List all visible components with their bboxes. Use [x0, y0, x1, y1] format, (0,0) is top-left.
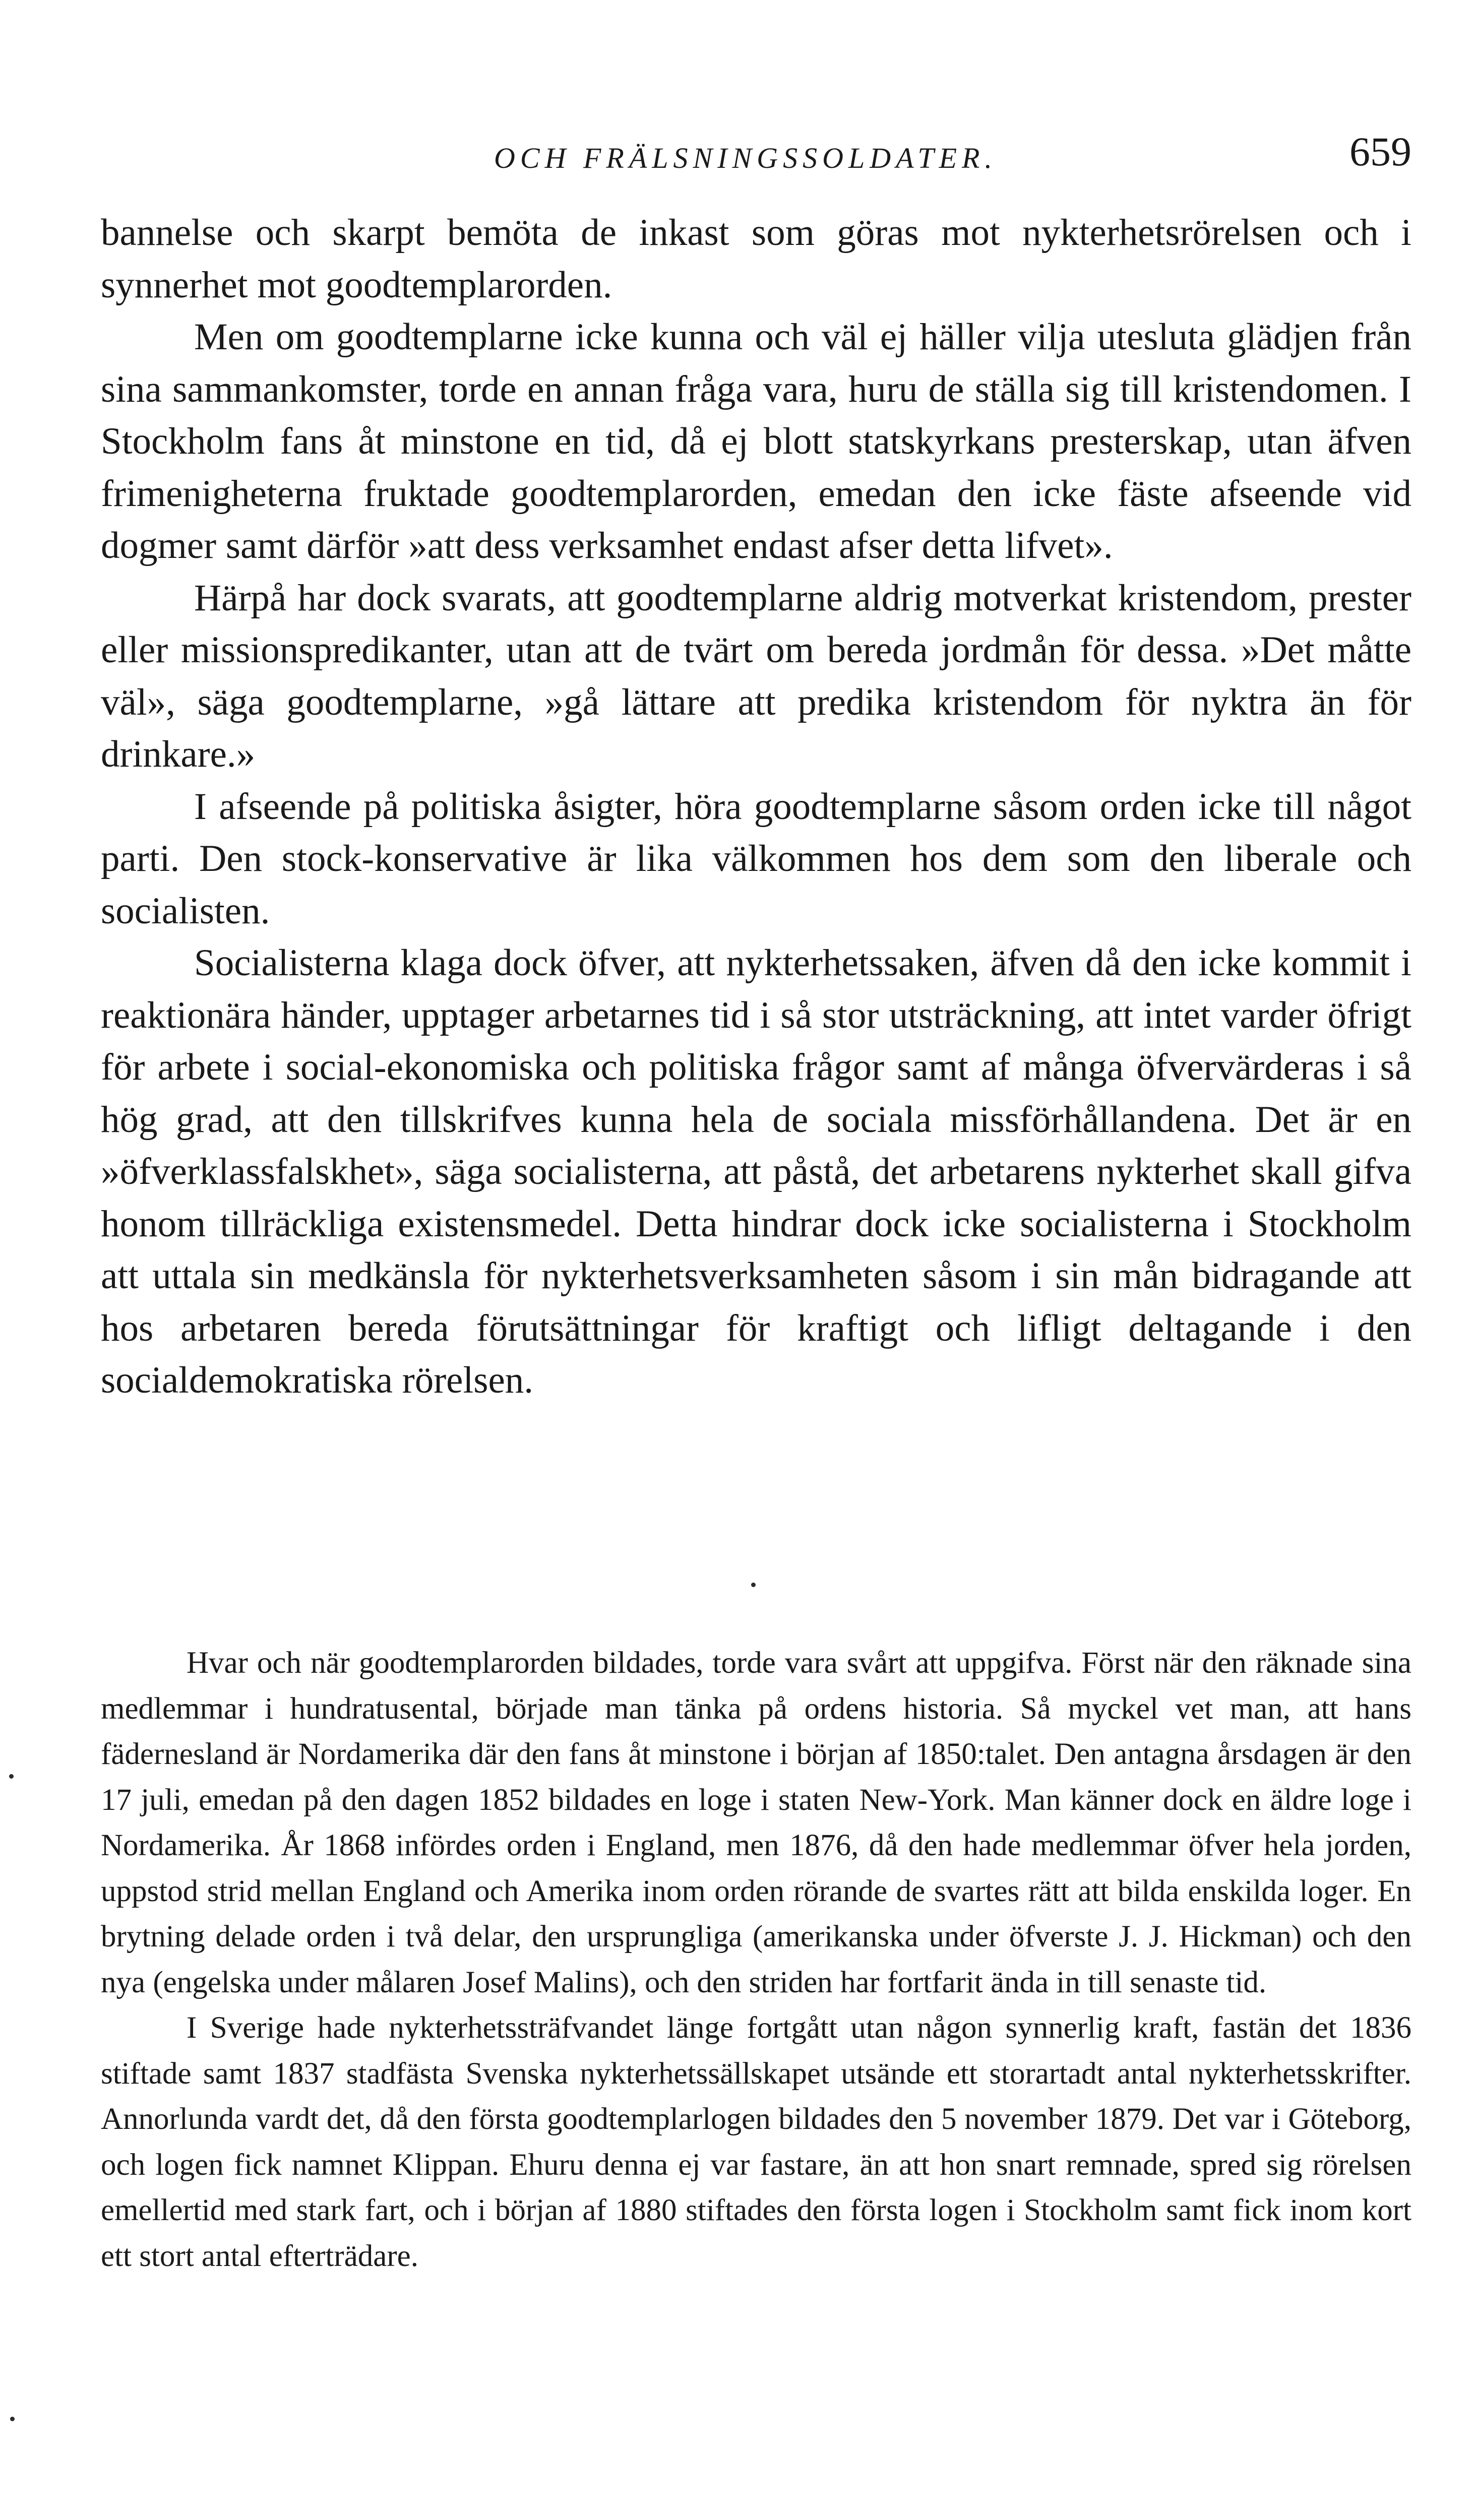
main-text [101, 207, 1411, 1407]
body-paragraph-3: Härpå har dock svarats, att goodtemplarne aldrig motverkat kristendom, prester eller missionspredikanter, utan att de tvärt om bereda jordmån för dessa. »Det måtte väl», säga goodtemplarne, »gå lättare att predika kristendom för nyktra än för drinkare.» [101, 577, 1411, 775]
print-speck [751, 1583, 756, 1587]
body-paragraph-5: Socialisterna klaga dock öfver, att nykterhetssaken, äfven då den icke kommit i reaktionära händer, upptager arbetarnes tid i så stor utsträckning, att intet varder öfrigt för arbete i social-ekonomiska och politiska frågor samt af många öfvervärderas i så hög grad, att den tillskrifves kunna hela de sociala missförhållandena. Det är en »öfverklassfalskhet», säga socialisterna, att påstå, det arbetarens nykterhet skall gifva honom tillräckliga existensmedel. Detta hindrar dock icke socialisterna i Stockholm att uttala sin medkänsla för nykterhetsverksamheten såsom i sin mån bidragande att hos arbetaren bereda förutsättningar för kraftigt och lifligt deltagande i den socialdemokratiska rörelsen. [101, 942, 1411, 1401]
body-paragraph-4: I afseende på politiska åsigter, höra goodtemplarne såsom orden icke till något parti. Den stock-konservative är lika välkommen hos dem som den liberale och socialisten. [101, 785, 1411, 932]
page-number: 659 [1349, 129, 1411, 174]
footnote-paragraph-2: I Sverige hade nykterhetssträfvandet länge fortgått utan någon synnerlig kraft, fastän det 1836 stiftade samt 1837 stadfästa Svenska nykterhetssällskapet utsände ett storartadt antal nykterhetsskrifter. Annorlunda vardt det, då den första goodtemplarlogen bildades den 5 november 1879. Det var i Göteborg, och logen fick namnet Klippan. Ehuru denna ej var fastare, än att hon snart remnade, spred sig rörelsen emellertid med stark fart, och i början af 1880 stiftades den första logen i Stockholm samt fick inom kort ett stort antal efterträdare. [101, 2011, 1411, 2273]
print-speck [10, 2417, 15, 2421]
footnote-paragraph-1: Hvar och när goodtemplarorden bildades, torde vara svårt att uppgifva. Först när den räknade sina medlemmar i hundratusental, började man tänka på ordens historia. Så myckel vet man, att hans fädernesland är Nordamerika där den fans åt minstone i början af 1850:talet. Den antagna årsdagen är den 17 juli, emedan på den dagen 1852 bildades en loge i staten New-York. Man känner dock en äldre loge i Nordamerika. År 1868 infördes orden i England, men 1876, då den hade medlemmar öfver hela jorden, uppstod strid mellan England och Amerika inom orden rörande de svartes rätt att bilda enskilda loger. En brytning delade orden i två delar, den ursprungliga (amerikanska under öfverste J. J. Hickman) och den nya (engelska under målaren Josef Malins), och den striden har fortfarit ända in till senaste tid. [101, 1646, 1411, 1999]
body-paragraph-2: Men om goodtemplarne icke kunna och väl ej häller vilja utesluta glädjen från sina sammankomster, torde en annan fråga vara, huru de ställa sig till kristendomen. I Stockholm fans åt minstone en tid, då ej blott statskyrkans presterskap, utan äfven frimenigheterna fruktade goodtemplarorden, emedan den icke fäste afseende vid dogmer samt därför »att dess verksamhet endast afser detta lifvet». [101, 316, 1411, 566]
footnote-block [101, 1641, 1411, 2279]
body-paragraph-1: bannelse och skarpt bemöta de inkast som göras mot nykterhetsrörelsen och i synnerhet mot goodtemplarorden. [101, 212, 1411, 306]
running-title: OCH FRÄLSNINGSSOLDATER. [494, 142, 997, 174]
print-speck [9, 1774, 14, 1779]
running-head [101, 121, 1411, 192]
